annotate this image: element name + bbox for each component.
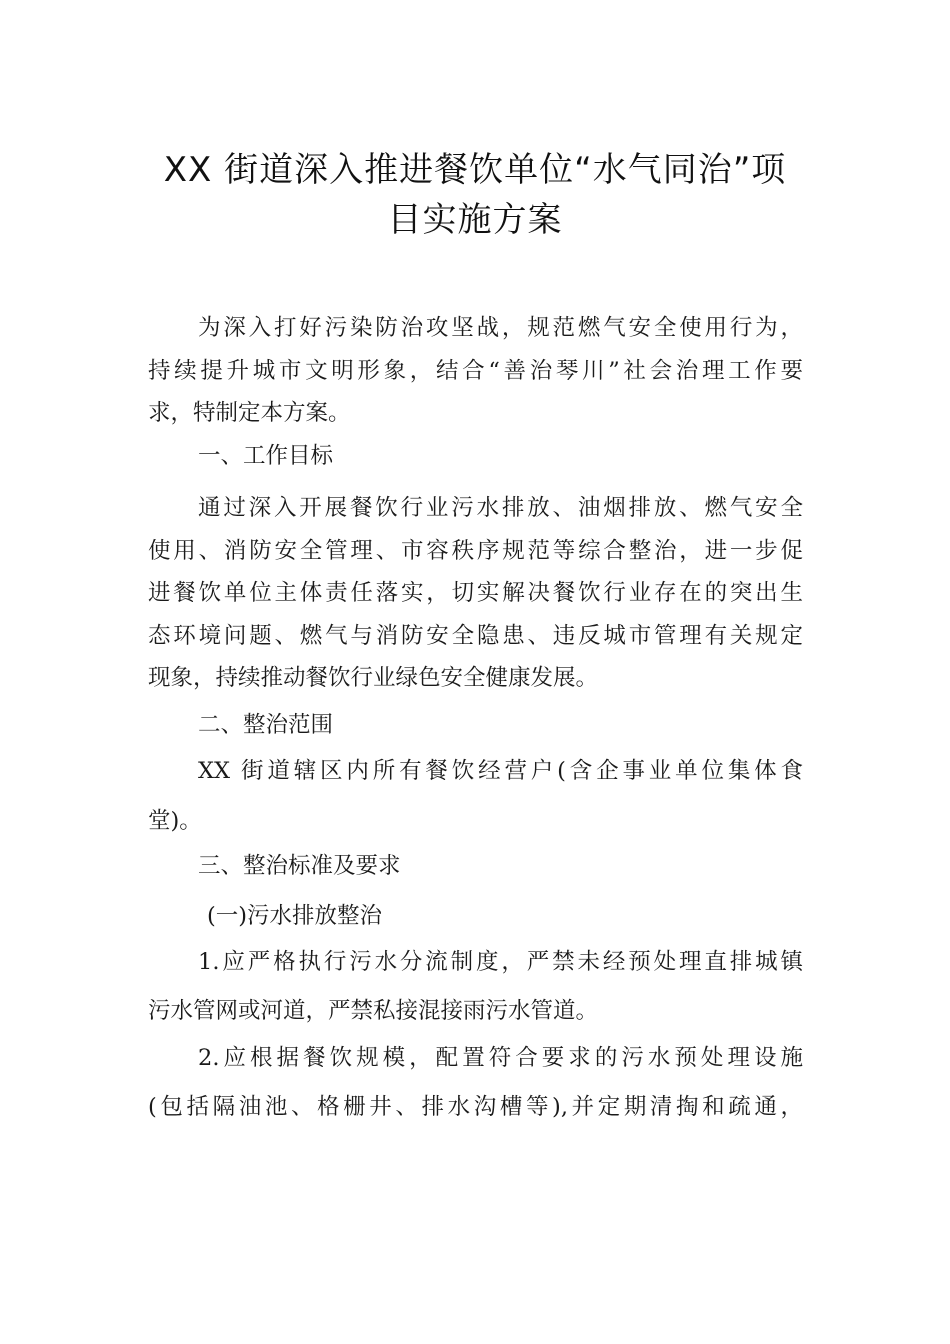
section-2-heading: 二、整治范围: [198, 712, 334, 738]
section-1-line-3: 进餐饮单位主体责任落实，切实解决餐饮行业存在的突出生: [148, 580, 803, 606]
section-1-line-4: 态环境问题、燃气与消防安全隐患、违反城市管理有关规定: [148, 623, 803, 649]
section-1-heading: 一、工作目标: [198, 443, 334, 469]
item-1-line-1: 1.应严格执行污水分流制度，严禁未经预处理直排城镇: [198, 949, 803, 975]
section-2-line-1: XX 街道辖区内所有餐饮经营户(含企事业单位集体食: [198, 758, 803, 784]
item-2-line-1: 2.应根据餐饮规模，配置符合要求的污水预处理设施: [198, 1045, 803, 1071]
section-1-line-1: 通过深入开展餐饮行业污水排放、油烟排放、燃气安全: [198, 495, 803, 521]
intro-line-2: 持续提升城市文明形象，结合“善治琴川”社会治理工作要: [148, 358, 803, 384]
intro-line-3: 求，特制定本方案。: [148, 400, 351, 426]
item-2-line-2: (包括隔油池、格栅井、排水沟槽等),并定期清掏和疏通，: [148, 1094, 803, 1120]
section-2-line-2: 堂)。: [148, 808, 202, 834]
document-title-line-1: XX 街道深入推进餐饮单位“水气同治”项: [163, 150, 787, 190]
section-1-line-2: 使用、消防安全管理、市容秩序规范等综合整治，进一步促: [148, 538, 803, 564]
intro-line-1: 为深入打好污染防治攻坚战，规范燃气安全使用行为，: [198, 315, 803, 341]
section-3-heading: 三、整治标准及要求: [198, 853, 401, 879]
subsection-1-heading: (一)污水排放整治: [207, 903, 383, 929]
section-1-line-5: 现象，持续推动餐饮行业绿色安全健康发展。: [148, 665, 599, 691]
document-title-line-2: 目实施方案: [387, 200, 563, 240]
item-1-line-2: 污水管网或河道，严禁私接混接雨污水管道。: [148, 998, 599, 1024]
